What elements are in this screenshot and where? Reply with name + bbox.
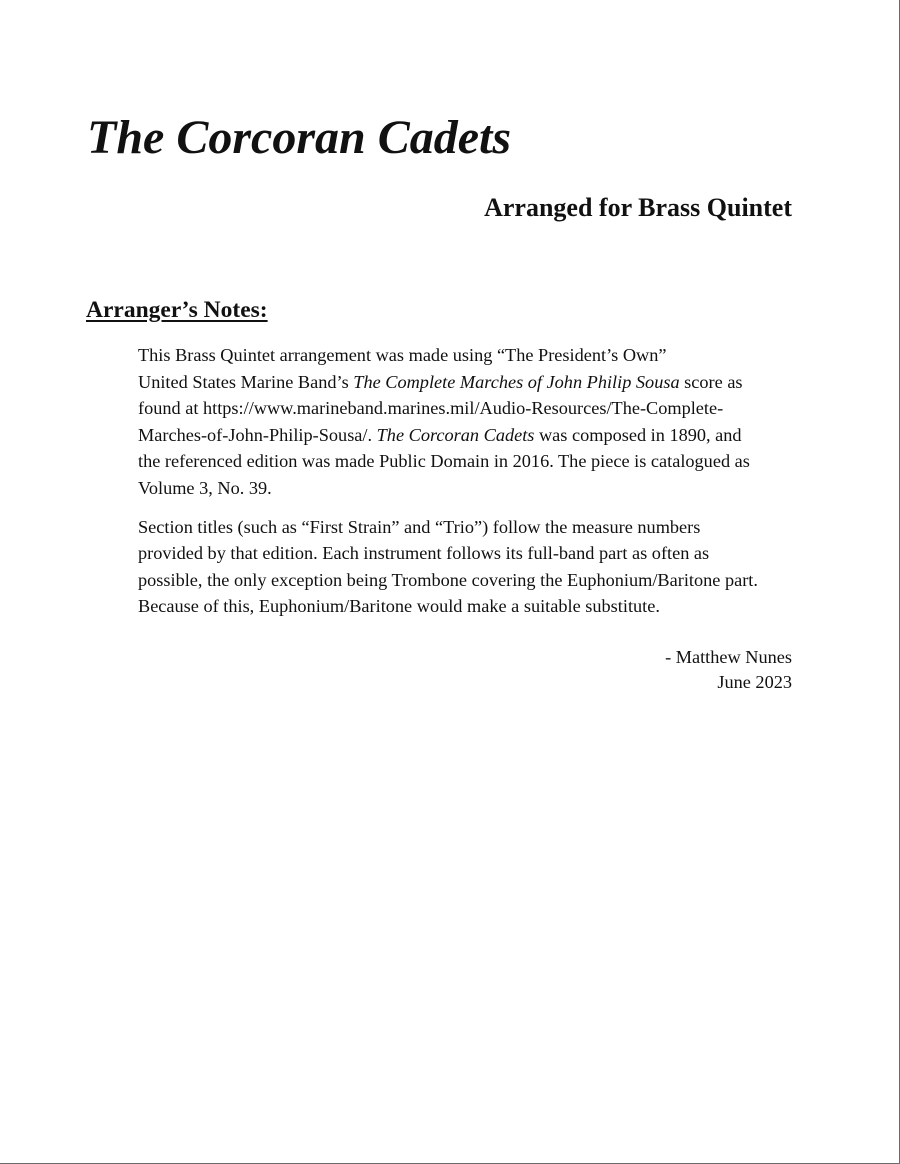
notes-body xyxy=(86,342,794,632)
body-text: Volume 3, No. 39. xyxy=(138,477,272,498)
italic-title-text: The Complete Marches of John Philip Sousa xyxy=(353,371,680,392)
body-text: was composed in 1890, and xyxy=(534,424,742,445)
paragraph-line xyxy=(86,514,794,541)
body-text: Because of this, Euphonium/Baritone would make a suitable substitute. xyxy=(138,596,660,617)
body-text: Marches-of-John-Philip-Sousa/. xyxy=(138,424,377,445)
italic-title-text: The Corcoran Cadets xyxy=(376,424,535,445)
paragraph-line xyxy=(86,540,794,567)
body-text: Section titles (such as “First Strain” and “Trio”) follow the measure numbers xyxy=(138,516,701,537)
paragraph-line xyxy=(86,448,794,475)
signature-date: June 2023 xyxy=(717,671,792,692)
paragraph-line xyxy=(86,593,794,620)
notes-heading: Arranger’s Notes: xyxy=(86,297,268,323)
paragraph-line xyxy=(86,567,794,594)
document-subtitle: Arranged for Brass Quintet xyxy=(484,193,792,222)
body-text: score as xyxy=(679,371,743,392)
signature-block xyxy=(665,645,792,694)
body-text: possible, the only exception being Trombone covering the Euphonium/Baritone part. xyxy=(138,569,758,590)
body-text: This Brass Quintet arrangement was made using “The President’s Own” xyxy=(138,345,667,365)
body-text: United States Marine Band’s xyxy=(138,371,354,392)
document-title: The Corcoran Cadets xyxy=(87,111,512,164)
paragraph-line xyxy=(86,369,794,396)
notes-paragraph xyxy=(86,342,794,502)
paragraph-line xyxy=(86,475,794,502)
body-text: the referenced edition was made Public Domain in 2016. The piece is catalogued as xyxy=(138,451,750,472)
signature-name: - Matthew Nunes xyxy=(665,647,792,667)
paragraph-line xyxy=(86,342,794,369)
paragraph-line xyxy=(86,395,794,422)
notes-paragraph xyxy=(86,514,794,620)
body-text: provided by that edition. Each instrument follows its full-band part as often as xyxy=(138,543,710,564)
body-text: found at https://www.marineband.marines.mil/Audio-Resources/The-Complete- xyxy=(138,398,724,419)
paragraph-line xyxy=(86,422,794,449)
